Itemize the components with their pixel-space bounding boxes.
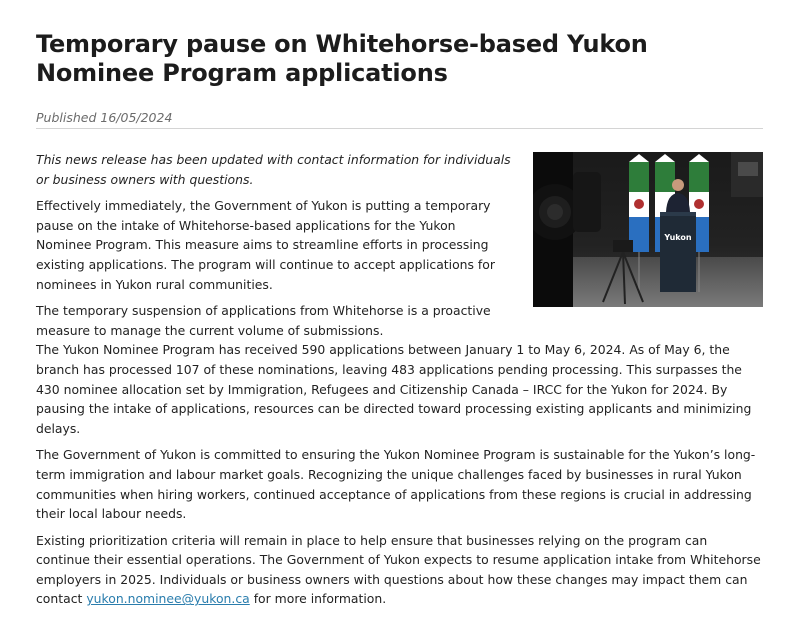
paragraph-4: The Government of Yukon is committed to ensuring the Yukon Nominee Program is sustainable for the Yukon’s long-term immigration and labour market goals. Recognizing the unique challenges faced by businesses in rural Yukon communities when hiring workers, continued acceptance of applications from these regions is crucial in addressing their local labour needs. — [36, 447, 756, 522]
article-body — [36, 150, 763, 616]
paragraph-5-end: for more information. — [249, 591, 387, 607]
divider — [36, 128, 763, 129]
news-photo — [533, 152, 763, 307]
published-date: Published 16/05/2024 — [36, 110, 173, 125]
paragraph-1: Effectively immediately, the Government of Yukon is putting a temporary pause on the intake of Whitehorse-based applications for the Yukon Nominee Program. This measure aims to streamline efforts in processing existing applications. The program will continue to accept applications for nominees in Yukon rural communities. — [36, 198, 495, 292]
contact-email-link[interactable]: yukon.nominee@yukon.ca — [86, 591, 250, 607]
page-title: Temporary pause on Whitehorse-based Yukon Nominee Program applications — [36, 30, 648, 87]
lead-paragraph: This news release has been updated with contact information for individuals or business owners with questions. — [36, 152, 511, 187]
paragraph-5 — [36, 531, 763, 609]
paragraph-5-text: Existing prioritization criteria will remain in place to help ensure that businesses relying on the program can continue their essential operations. The Government of Yukon expects to resume application intake from Whitehorse employers in 2025. Individuals or business owners with questions about how these changes may impact them can contact — [36, 532, 761, 607]
speaker-at-podium-image — [533, 152, 763, 307]
podium-text: Yukon — [664, 233, 692, 242]
paragraph-2: The temporary suspension of applications from Whitehorse is a proactive measure to manage the current volume of submissions. — [36, 303, 491, 338]
paragraph-3: The Yukon Nominee Program has received 590 applications between January 1 to May 6, 2024. As of May 6, the branch has processed 107 of these nominations, leaving 483 applications pending processing. This surpasses the 430 nominee allocation set by Immigration, Refugees and Citizenship Canada – IRCC for the Yukon for 2024. By pausing the intake of applications, resources can be directed toward processing existing applicants and minimizing delays. — [36, 342, 752, 436]
